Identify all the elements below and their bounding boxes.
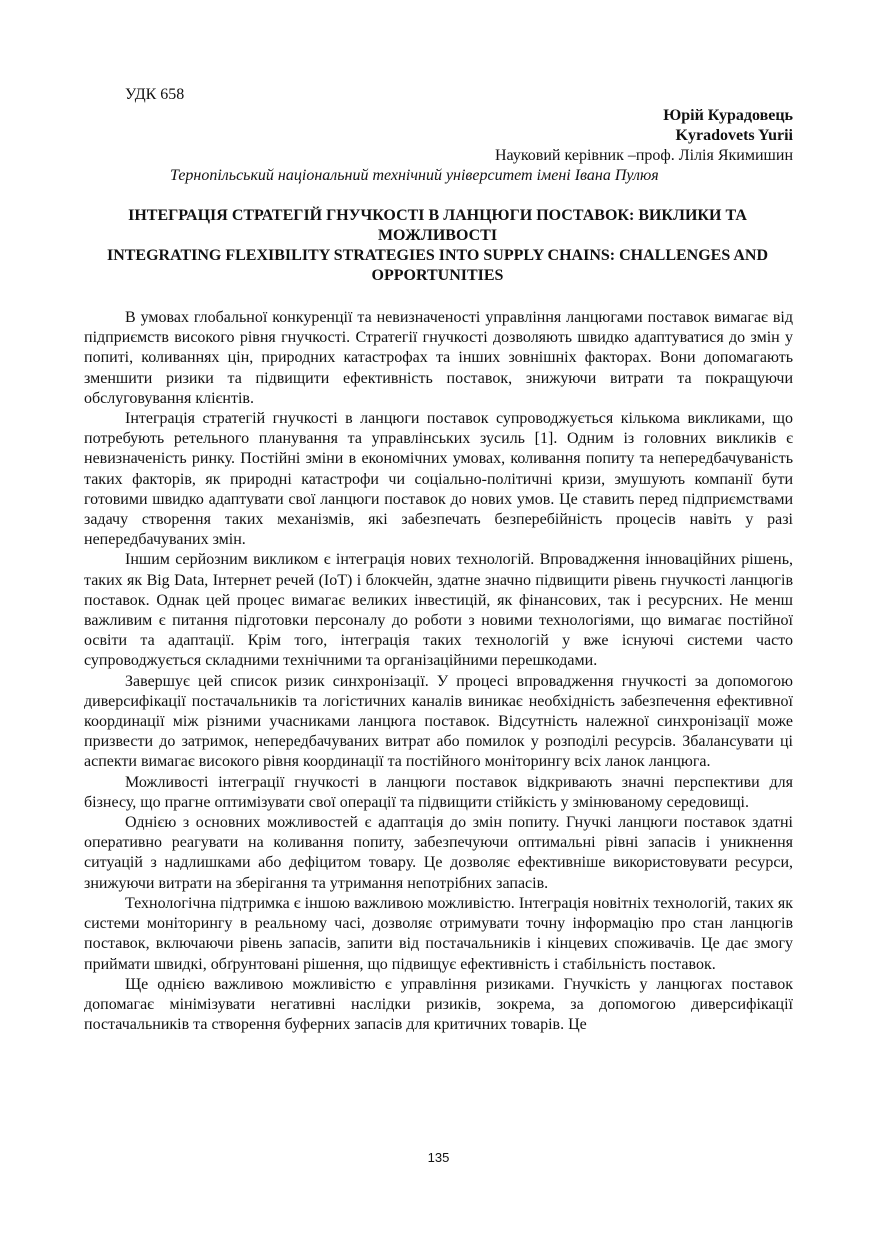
author-name-ua: Юрій Курадовець bbox=[663, 107, 793, 124]
paragraph: Можливості інтеграції гнучкості в ланцюги поставок відкривають значні перспективи для бізнесу, що прагне оптимізувати свої операції та підвищити стійкість у змінюваному середовищі. bbox=[84, 773, 793, 811]
page-number: 135 bbox=[427, 1150, 450, 1165]
scientific-advisor: Науковий керівник –проф. Лілія Якимишин bbox=[494, 147, 793, 164]
article-body bbox=[84, 308, 793, 1035]
paragraph: Завершує цей список ризик синхронізації. У процесі впровадження гнучкості за допомогою диверсифікації постачальників та логістичних каналів виникає необхідність забезпечення ефективної координації між різними учасниками ланцюга поставок. Відсутність належної синхронізації може призвести до затримок, непередбачуваних витрат або помилок у розподілі ресурсів. Збалансувати ці аспекти вимагає високого рівня координації та постійного моніторингу всіх ланок ланцюга. bbox=[84, 672, 793, 771]
paragraph: Інтеграція стратегій гнучкості в ланцюги поставок супроводжується кількома викликами, що потребують ретельного планування та управлінських зусиль [1]. Одним із головних викликів є невизначеність ринку. Постійні зміни в економічних умовах, коливання попиту та непередбачуваність таких факторів, як природні катастрофи чи соціально-політичні кризи, змушують компанії бути готовими швидко адаптувати свої ланцюги поставок до нових умов. Це ставить перед підприємствами задачу створення таких механізмів, які забезпечать безперебійність процесів навіть у разі непередбачуваних змін. bbox=[84, 410, 793, 549]
paragraph: В умовах глобальної конкуренції та невизначеності управління ланцюгами поставок вимагає від підприємств високого рівня гнучкості. Стратегії гнучкості дозволяють швидко адаптуватися до змін у попиті, коливаннях цін, природних катастрофах та інших зовнішніх факторах. Вони допомагають зменшити ризики та підвищити ефективність поставок, знижуючи витрати та покращуючи обслуговування клієнтів. bbox=[84, 309, 793, 407]
title-ua: ІНТЕГРАЦІЯ СТРАТЕГІЙ ГНУЧКОСТІ В ЛАНЦЮГИ ПОСТАВОК: ВИКЛИКИ ТА МОЖЛИВОСТІ bbox=[128, 207, 747, 244]
affiliation: Тернопільський національний технічний університет імені Івана Пулюя bbox=[170, 167, 659, 184]
paragraph: Іншим серйозним викликом є інтеграція нових технологій. Впровадження інноваційних рішень, таких як Big Data, Інтернет речей (IoT) і блокчейн, здатне значно підвищити рівень гнучкості ланцюгів поставок. Однак цей процес вимагає великих інвестицій, як фінансових, так і ресурсних. Не менш важливим є питання підготовки персоналу до роботи з новими технологіями, що вимагає постійної освіти та адаптації. Крім того, інтеграція таких технологій у вже існуючі системи часто супроводжується складними технічними та організаційними перешкодами. bbox=[84, 551, 793, 670]
paragraph: Однією з основних можливостей є адаптація до змін попиту. Гнучкі ланцюги поставок здатні оперативно реагувати на коливання попиту, забезпечуючи оптимальні рівні запасів і уникнення ситуацій з надлишками або дефіцитом товару. Це дозволяє ефективніше використовувати ресурси, знижуючи витрати на зберігання та утримання непотрібних запасів. bbox=[84, 814, 793, 892]
author-name-en: Kyradovets Yurii bbox=[675, 127, 793, 144]
paragraph: Ще однією важливою можливістю є управління ризиками. Гнучкість у ланцюгах поставок допомагає мінімізувати негативні наслідки ризиків, зокрема, за допомогою диверсифікації постачальників та створення буферних запасів для критичних товарів. Це bbox=[84, 975, 793, 1034]
paragraph: Технологічна підтримка є іншою важливою можливістю. Інтеграція новітніх технологій, таких як системи моніторингу в реальному часі, дозволяє отримувати точну інформацію про стан ланцюгів поставок, включаючи рівень запасів, запити від постачальників і кінцевих споживачів. Це дає змогу приймати швидкі, обґрунтовані рішення, що підвищує ефективність і стабільність поставок. bbox=[84, 894, 793, 973]
udk-code: УДК 658 bbox=[125, 86, 185, 103]
title-en: INTEGRATING FLEXIBILITY STRATEGIES INTO SUPPLY CHAINS: CHALLENGES AND OPPORTUNITIES bbox=[106, 247, 769, 284]
